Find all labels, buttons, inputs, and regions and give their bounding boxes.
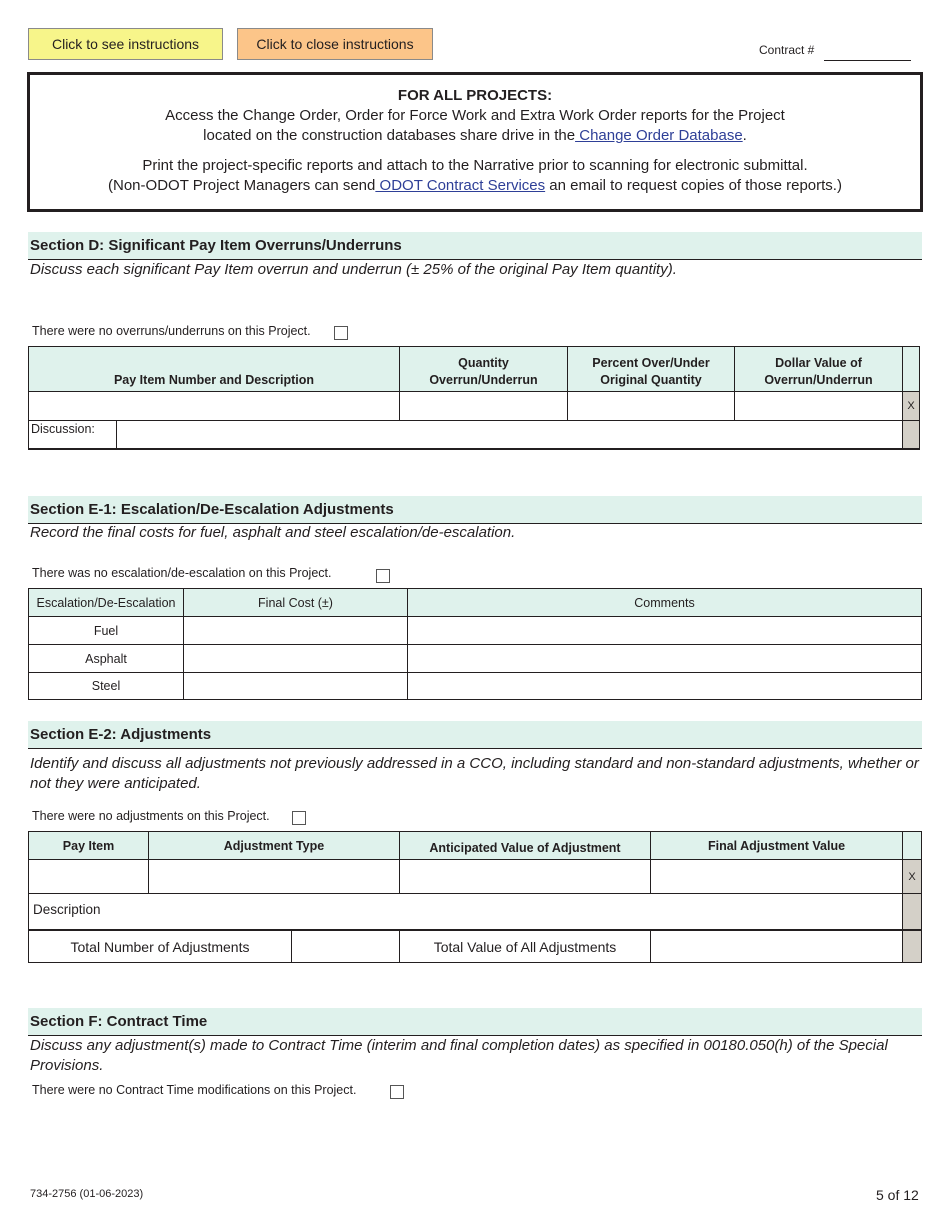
percent-input[interactable] bbox=[567, 391, 735, 421]
contract-number-field[interactable] bbox=[824, 46, 911, 61]
total-number-input[interactable] bbox=[291, 929, 400, 963]
total-value-label: Total Value of All Adjustments bbox=[399, 929, 651, 963]
section-e2-description: Identify and discuss all adjustments not previously addressed in a CCO, including standard and non-standard adjustments, whether or not they were anticipated. bbox=[30, 755, 919, 792]
col-quantity-overrun: Quantity Overrun/Underrun bbox=[399, 346, 568, 392]
col-pay-item-description: Pay Item Number and Description bbox=[28, 346, 400, 392]
delete-adjustment-button[interactable]: X bbox=[902, 859, 922, 894]
section-d-no-overruns-checkbox[interactable] bbox=[334, 326, 348, 340]
section-e1-no-escalation-checkbox[interactable] bbox=[376, 569, 390, 583]
header-spacer-e2 bbox=[902, 831, 922, 860]
asphalt-cost-input[interactable] bbox=[183, 644, 408, 673]
fuel-comments-input[interactable] bbox=[407, 616, 922, 645]
total-row-handle bbox=[902, 929, 922, 963]
col-final-cost: Final Cost (±) bbox=[183, 588, 408, 617]
change-order-database-link[interactable]: Change Order Database bbox=[575, 127, 743, 144]
section-e1-checkbox-label: There was no escalation/de-escalation on this Project. bbox=[32, 566, 332, 580]
contract-services-link[interactable]: ODOT Contract Services bbox=[375, 177, 546, 194]
instructions-box bbox=[27, 72, 923, 212]
row-handle[interactable] bbox=[902, 420, 920, 450]
adj-pay-item-input[interactable] bbox=[28, 859, 149, 894]
section-d-checkbox-label: There were no overruns/underruns on this Project. bbox=[32, 324, 311, 338]
section-e2-title: Section E-2: Adjustments bbox=[28, 721, 922, 749]
section-f-title: Section F: Contract Time bbox=[28, 1008, 922, 1036]
adj-row-handle[interactable] bbox=[902, 893, 922, 930]
adj-anticipated-input[interactable] bbox=[399, 859, 651, 894]
row-steel-label: Steel bbox=[28, 672, 184, 700]
adj-final-input[interactable] bbox=[650, 859, 903, 894]
section-f-no-time-mods-checkbox[interactable] bbox=[390, 1085, 404, 1099]
row-fuel-label: Fuel bbox=[28, 616, 184, 645]
section-f-checkbox-label: There were no Contract Time modifications on this Project. bbox=[32, 1083, 357, 1097]
see-instructions-button[interactable]: Click to see instructions bbox=[28, 28, 223, 60]
col-anticipated-value: Anticipated Value of Adjustment bbox=[399, 831, 651, 860]
section-f-description: Discuss any adjustment(s) made to Contract Time (interim and final completion dates) as specified in 00180.050(h) of the Special Provisions. bbox=[30, 1037, 888, 1074]
col-percent-over-under: Percent Over/Under Original Quantity bbox=[567, 346, 735, 392]
total-value-input[interactable] bbox=[650, 929, 903, 963]
pay-item-input[interactable] bbox=[28, 391, 400, 421]
dollar-value-input[interactable] bbox=[734, 391, 903, 421]
section-e2-checkbox-label: There were no adjustments on this Project. bbox=[32, 809, 270, 823]
info-line-3: Print the project-specific reports and attach to the Narrative prior to scanning for electronic submittal. bbox=[142, 157, 808, 174]
col-final-adjustment-value: Final Adjustment Value bbox=[650, 831, 903, 860]
section-e2-no-adjustments-checkbox[interactable] bbox=[292, 811, 306, 825]
col-pay-item: Pay Item bbox=[28, 831, 149, 860]
col-adjustment-type: Adjustment Type bbox=[148, 831, 400, 860]
adj-type-input[interactable] bbox=[148, 859, 400, 894]
form-number: 734-2756 (01-06-2023) bbox=[30, 1188, 144, 1200]
col-comments: Comments bbox=[407, 588, 922, 617]
info-line-2: located on the construction databases share drive in the Change Order Database. bbox=[203, 127, 747, 144]
col-escalation: Escalation/De-Escalation bbox=[28, 588, 184, 617]
header-spacer bbox=[902, 346, 920, 392]
contract-number-label: Contract # bbox=[759, 43, 815, 57]
total-number-label: Total Number of Adjustments bbox=[28, 929, 292, 963]
asphalt-comments-input[interactable] bbox=[407, 644, 922, 673]
steel-comments-input[interactable] bbox=[407, 672, 922, 700]
discussion-label: Discussion: bbox=[28, 420, 117, 450]
delete-row-button[interactable]: X bbox=[902, 391, 920, 421]
description-field[interactable]: Description bbox=[28, 893, 903, 930]
info-line-1: Access the Change Order, Order for Force Work and Extra Work Order reports for the Project bbox=[165, 107, 785, 124]
info-line-4: (Non-ODOT Project Managers can send ODOT Contract Services an email to request copies of those reports.) bbox=[108, 177, 842, 194]
section-e1-title: Section E-1: Escalation/De-Escalation Adjustments bbox=[28, 496, 922, 524]
row-asphalt-label: Asphalt bbox=[28, 644, 184, 673]
fuel-cost-input[interactable] bbox=[183, 616, 408, 645]
page-number: 5 of 12 bbox=[876, 1187, 919, 1203]
discussion-input[interactable] bbox=[116, 420, 903, 450]
steel-cost-input[interactable] bbox=[183, 672, 408, 700]
section-d-description: Discuss each significant Pay Item overrun and underrun (± 25% of the original Pay Item quantity). bbox=[30, 261, 677, 278]
close-instructions-button[interactable]: Click to close instructions bbox=[237, 28, 433, 60]
col-dollar-value: Dollar Value of Overrun/Underrun bbox=[734, 346, 903, 392]
section-e1-description: Record the final costs for fuel, asphalt and steel escalation/de-escalation. bbox=[30, 524, 516, 541]
info-title: FOR ALL PROJECTS: bbox=[397, 87, 553, 104]
quantity-input[interactable] bbox=[399, 391, 568, 421]
section-d-title: Section D: Significant Pay Item Overruns/Underruns bbox=[28, 232, 922, 260]
